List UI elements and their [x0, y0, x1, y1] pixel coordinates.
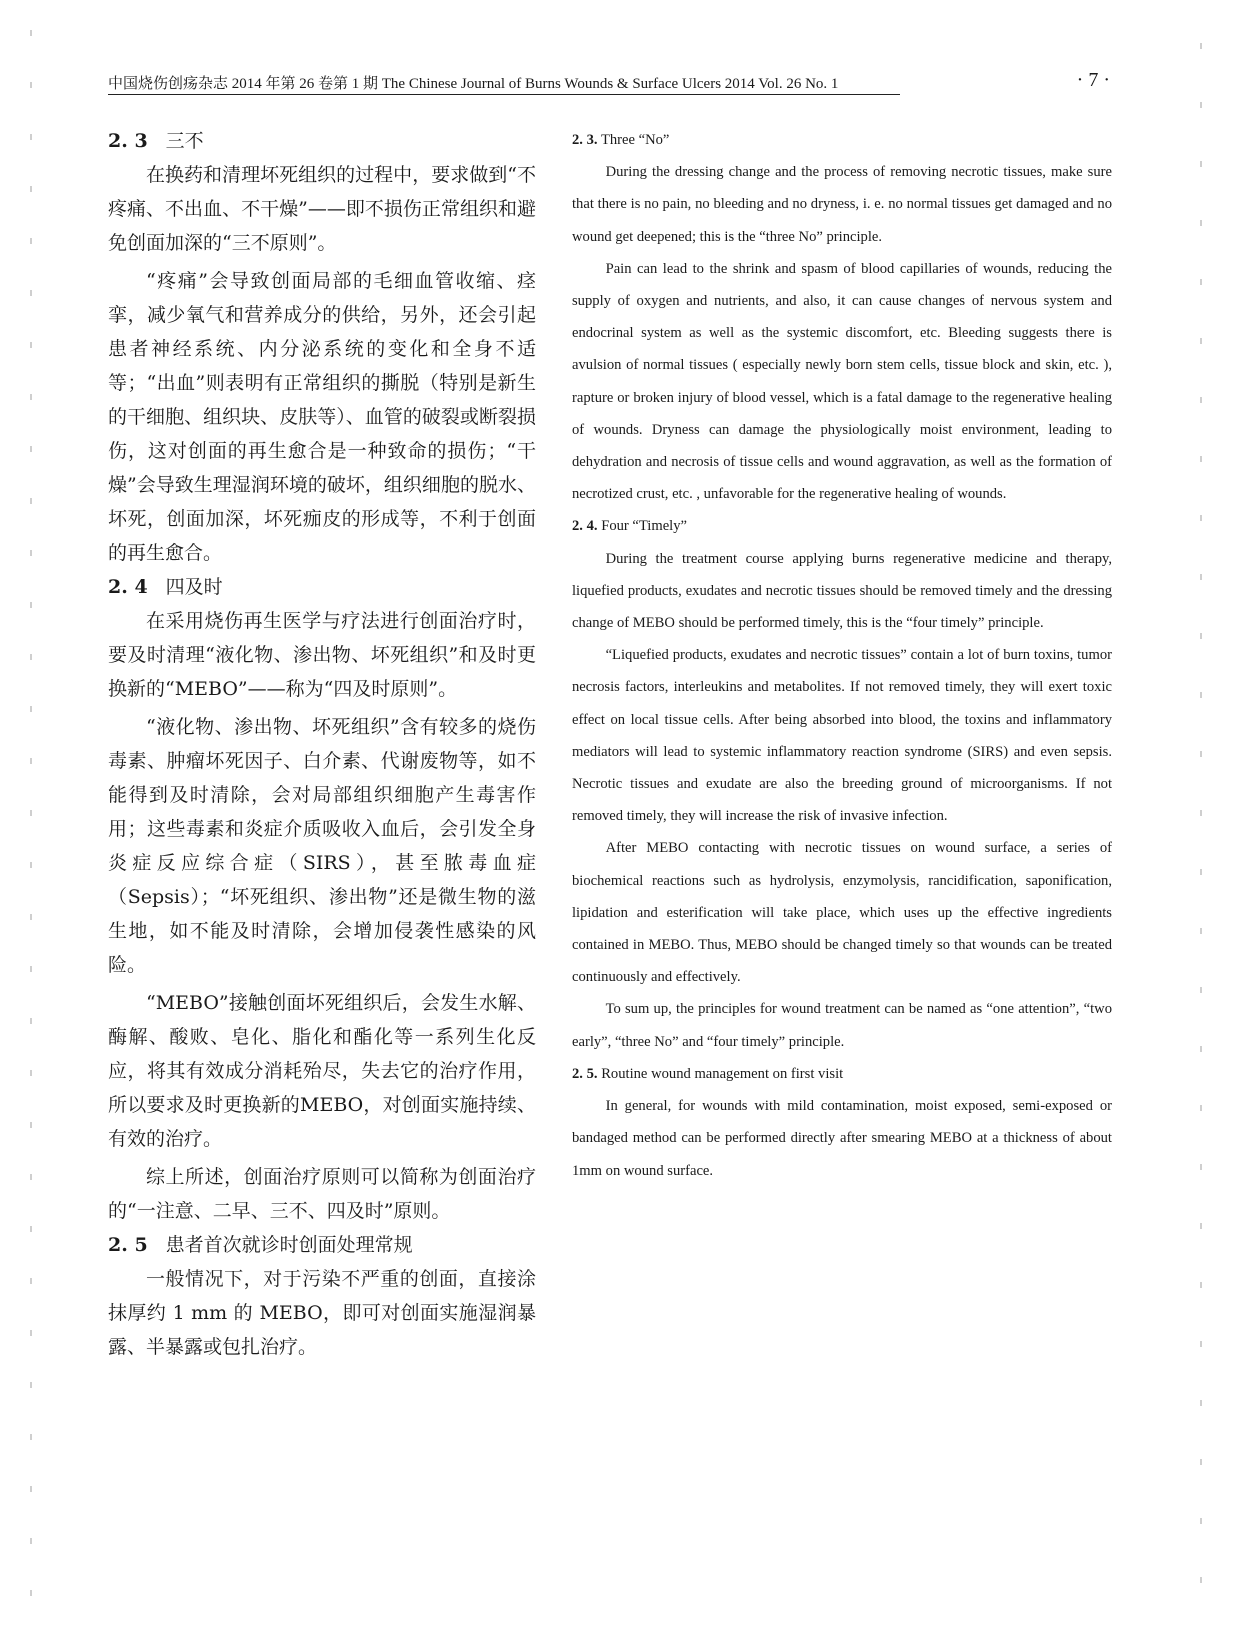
scan-dot [1200, 1341, 1202, 1347]
paragraph: 在采用烧伤再生医学与疗法进行创面治疗时，要及时清理“液化物、渗出物、坏死组织”和及时更换新的“MEBO”——称为“四及时原则”。 [108, 610, 536, 700]
scan-dot [1200, 1577, 1202, 1583]
section-title: 三不 [165, 130, 204, 152]
scan-dot [1200, 1282, 1202, 1288]
section-number: 2. 5. [572, 1065, 598, 1082]
scan-dot [30, 654, 32, 660]
scan-dot [30, 82, 32, 88]
scan-dot [1200, 692, 1202, 698]
paragraph: 一般情况下，对于污染不严重的创面，直接涂抹厚约 1 mm 的 MEBO，即可对创面实施湿润暴露、半暴露或包扎治疗。 [108, 1268, 536, 1358]
paragraph: 综上所述，创面治疗原则可以简称为创面治疗的“一注意、二早、三不、四及时”原则。 [108, 1166, 536, 1222]
scan-dot [30, 706, 32, 712]
running-title: 中国烧伤创疡杂志 2014 年第 26 卷第 1 期 The Chinese Journal of Burns Wounds & Surface Ulcers 2014 Vol. 26 No. 1 [108, 76, 839, 92]
scan-dot [30, 342, 32, 348]
section-heading-2-3-en [572, 124, 1112, 156]
scan-dot [1200, 161, 1202, 167]
scan-dot [30, 134, 32, 140]
scan-dot [1200, 43, 1202, 49]
section-heading-2-5-en [572, 1058, 1112, 1090]
section-title: Routine wound management on first visit [601, 1065, 844, 1082]
header-rule [108, 94, 900, 95]
english-column [572, 124, 1112, 1187]
paragraph: “MEBO”接触创面坏死组织后，会发生水解、酶解、酸败、皂化、脂化和酯化等一系列生化反应，将其有效成分消耗殆尽，失去它的治疗作用，所以要求及时更换新的MEBO，对创面实施持续、有效的治疗。 [108, 992, 536, 1150]
scan-dot [1200, 1046, 1202, 1052]
scan-dot [30, 602, 32, 608]
section-number: 2. 3. [572, 132, 598, 148]
scan-dot [30, 1070, 32, 1076]
section-number: 2. 4 [108, 576, 148, 598]
scan-dot [1200, 987, 1202, 993]
section-title: Three “No” [600, 132, 670, 148]
scan-dot [30, 810, 32, 816]
scan-dot [1200, 751, 1202, 757]
scan-dot [1200, 1164, 1202, 1170]
running-header [108, 69, 1110, 96]
section-heading-2-5-zh [108, 1228, 536, 1262]
scan-dot [30, 394, 32, 400]
scan-dot [1200, 1518, 1202, 1524]
scan-dot [30, 238, 32, 244]
chinese-column [108, 124, 536, 1364]
page-number: · 7 · [1076, 69, 1110, 91]
paragraph: “液化物、渗出物、坏死组织”含有较多的烧伤毒素、肿瘤坏死因子、白介素、代谢废物等，如不能得到及时清除，会对局部组织细胞产生毒害作用；这些毒素和炎症介质吸收入血后，会引发全身炎症反应综合症（SIRS），甚至脓毒血症（Sepsis）；“坏死组织、渗出物”还是微生物的滋生地，如不能及时清除，会增加侵袭性感染的风险。 [108, 716, 536, 976]
scan-dot [1200, 869, 1202, 875]
scan-dot [30, 1174, 32, 1180]
scan-dot [1200, 338, 1202, 344]
scan-dot [1200, 456, 1202, 462]
section-title: 患者首次就诊时创面处理常规 [165, 1234, 413, 1256]
paragraph: “Liquefied products, exudates and necrotic tissues” contain a lot of burn toxins, tumor necrosis factors, interleukins and metabolites. If not removed timely, they will exert toxic effect on local tissue cells. After being absorbed into blood, the toxins and inflammatory mediators will lead to systemic inflammatory reaction syndrome (SIRS) and even sepsis. Necrotic tissues and exudate are also the breeding ground of microorganisms. If not removed timely, they will increase the risk of invasive infection. [572, 647, 1112, 825]
section-title: 四及时 [165, 576, 223, 598]
scan-dot [30, 1226, 32, 1232]
scan-dot [30, 186, 32, 192]
scan-dot [30, 30, 32, 36]
scan-dot [30, 1018, 32, 1024]
scan-dot [1200, 1105, 1202, 1111]
scan-dot [30, 1382, 32, 1388]
paragraph: During the treatment course applying burns regenerative medicine and therapy, liquefied products, exudates and necrotic tissues should be removed timely and the dressing change of MEBO should be performed timely, this is the “four timely” principle. [572, 550, 1112, 632]
scan-dot [30, 1538, 32, 1544]
scan-dot [30, 914, 32, 920]
scan-margin-right [1200, 0, 1206, 1650]
scan-dot [30, 1590, 32, 1596]
scan-margin-left [30, 0, 36, 1650]
scan-dot [1200, 102, 1202, 108]
scan-dot [1200, 1400, 1202, 1406]
scan-dot [30, 290, 32, 296]
scan-dot [30, 1122, 32, 1128]
scan-dot [30, 966, 32, 972]
scan-dot [30, 1434, 32, 1440]
section-number: 2. 4. [572, 518, 598, 535]
paragraph: “疼痛”会导致创面局部的毛细血管收缩、痉挛，减少氧气和营养成分的供给，另外，还会引起患者神经系统、内分泌系统的变化和全身不适等；“出血”则表明有正常组织的撕脱（特别是新生的干细胞、组织块、皮肤等）、血管的破裂或断裂损伤，这对创面的再生愈合是一种致命的损伤；“干燥”会导致生理湿润环境的破坏，组织细胞的脱水、坏死，创面加深，坏死痂皮的形成等，不利于创面的再生愈合。 [108, 270, 536, 564]
section-heading-2-3-zh [108, 124, 536, 158]
section-number: 2. 5 [108, 1234, 148, 1256]
scan-dot [1200, 279, 1202, 285]
paragraph: During the dressing change and the process of removing necrotic tissues, make sure that there is no pain, no bleeding and no dryness, i. e. no normal tissues get damaged and no wound get deepened; this is the “three No” principle. [572, 164, 1112, 245]
scan-dot [1200, 810, 1202, 816]
scan-dot [30, 498, 32, 504]
scan-dot [1200, 1223, 1202, 1229]
section-title: Four “Timely” [601, 518, 688, 535]
scan-dot [1200, 633, 1202, 639]
paragraph: Pain can lead to the shrink and spasm of blood capillaries of wounds, reducing the supply of oxygen and nutrients, and also, it can cause changes of nervous system and endocrinal system as well as the systemic discomfort, etc. Bleeding suggests there is avulsion of normal tissues ( especially newly born stem cells, tissue block and skin, etc. ), rapture or broken injury of blood vessel, which is a fatal damage to the regenerative healing of wounds. Dryness can damage the physiologically moist environment, leading to dehydration and necrosis of tissue cells and wound aggravation, as well as the formation of necrotized crust, etc. , unfavorable for the regenerative healing of wounds. [572, 260, 1112, 503]
section-heading-2-4-en [572, 510, 1112, 542]
scan-dot [30, 862, 32, 868]
section-heading-2-4-zh [108, 570, 536, 604]
paragraph: In general, for wounds with mild contamination, moist exposed, semi-exposed or bandaged method can be performed directly after smearing MEBO at a thickness of about 1mm on wound surface. [572, 1098, 1112, 1179]
scan-dot [1200, 574, 1202, 580]
scan-dot [30, 1278, 32, 1284]
scan-dot [1200, 397, 1202, 403]
section-number: 2. 3 [108, 130, 148, 152]
scan-dot [1200, 1459, 1202, 1465]
scan-dot [1200, 515, 1202, 521]
scan-dot [1200, 220, 1202, 226]
paragraph: After MEBO contacting with necrotic tissues on wound surface, a series of biochemical reactions such as hydrolysis, enzymolysis, rancidification, saponification, lipidation and esterification will take place, which uses up the effective ingredients contained in MEBO. Thus, MEBO should be changed timely so that wounds can be treated continuously and effectively. [572, 840, 1112, 986]
scan-dot [1200, 928, 1202, 934]
scan-dot [30, 446, 32, 452]
paragraph: 在换药和清理坏死组织的过程中，要求做到“不疼痛、不出血、不干燥”——即不损伤正常组织和避免创面加深的“三不原则”。 [108, 164, 536, 254]
paragraph: To sum up, the principles for wound treatment can be named as “one attention”, “two early”, “three No” and “four timely” principle. [572, 1001, 1112, 1050]
scan-dot [30, 1330, 32, 1336]
scan-dot [30, 1486, 32, 1492]
scan-dot [30, 758, 32, 764]
scan-dot [30, 550, 32, 556]
